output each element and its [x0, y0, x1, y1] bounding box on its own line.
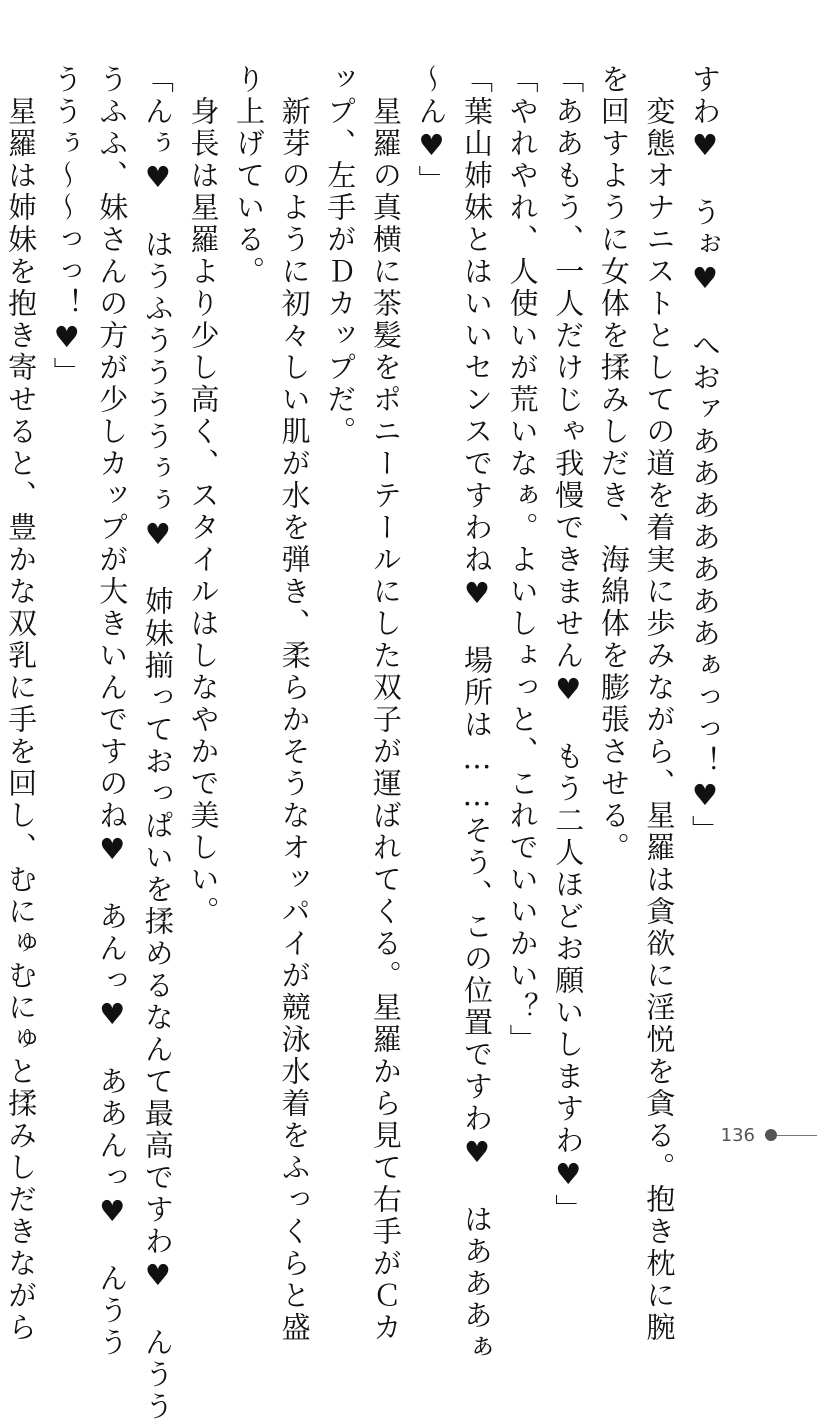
- text-line: 「んぅ♥ はうふううううぅぅ♥ 姉妹揃っておっぱいを揉めるなんて最高ですわ♥ んうう: [140, 64, 175, 1423]
- text-line: 〜ん♥」: [414, 64, 449, 197]
- page-marker-rule: [777, 1135, 817, 1136]
- text-line: 身長は星羅より少し高く、スタイルはしなやかで美しい。: [186, 64, 221, 928]
- text-line: うふふ、妹さんの方が少しカップが大きいんですのね♥ あんっ♥ ああんっ♥ んうう: [95, 64, 130, 1359]
- text-line: 変態オナニストとしての道を着実に歩みながら、星羅は貪欲に淫悦を貪る。抱き枕に腕: [642, 64, 677, 1344]
- text-line: すわ♥ うぉ♥ へおァあああああああぁっっ！♥」: [688, 64, 722, 847]
- text-line: 新芽のように初々しい肌が水を弾き、柔らかそうなオッパイが競泳水着をふっくらと盛: [277, 64, 312, 1344]
- text-line: 「やれやれ、人使いが荒いなぁ。よいしょっと、これでいいかい？」: [505, 64, 540, 1056]
- text-line: り上げている。: [232, 64, 267, 288]
- text-line: を回すように女体を揉みしだき、海綿体を膨張させる。: [596, 64, 631, 864]
- page-marker-dot-icon: [765, 1129, 777, 1141]
- text-line: ううぅ〜〜っっ！♥」: [49, 64, 84, 389]
- text-line: ップ、左手がＤカップだ。: [323, 64, 358, 448]
- text-line: 星羅の真横に茶髪をポニーテールにした双子が運ばれてくる。星羅から見て右手がＣカ: [368, 64, 403, 1344]
- page-number: 136: [720, 1124, 755, 1146]
- page-footer: [721, 1120, 817, 1150]
- text-line: 星羅は姉妹を抱き寄せると、豊かな双乳に手を回し、むにゅむにゅと揉みしだきながら: [4, 64, 39, 1344]
- body-text: [4, 64, 727, 1423]
- text-line: 「葉山姉妹とはいいセンスですわね♥ 場所は……そう、この位置ですわ♥ はあああぁ: [460, 64, 495, 1364]
- text-line: 「ああもう、一人だけじゃ我慢できません♥ もう二人ほどお願いしますわ♥」: [551, 64, 586, 1226]
